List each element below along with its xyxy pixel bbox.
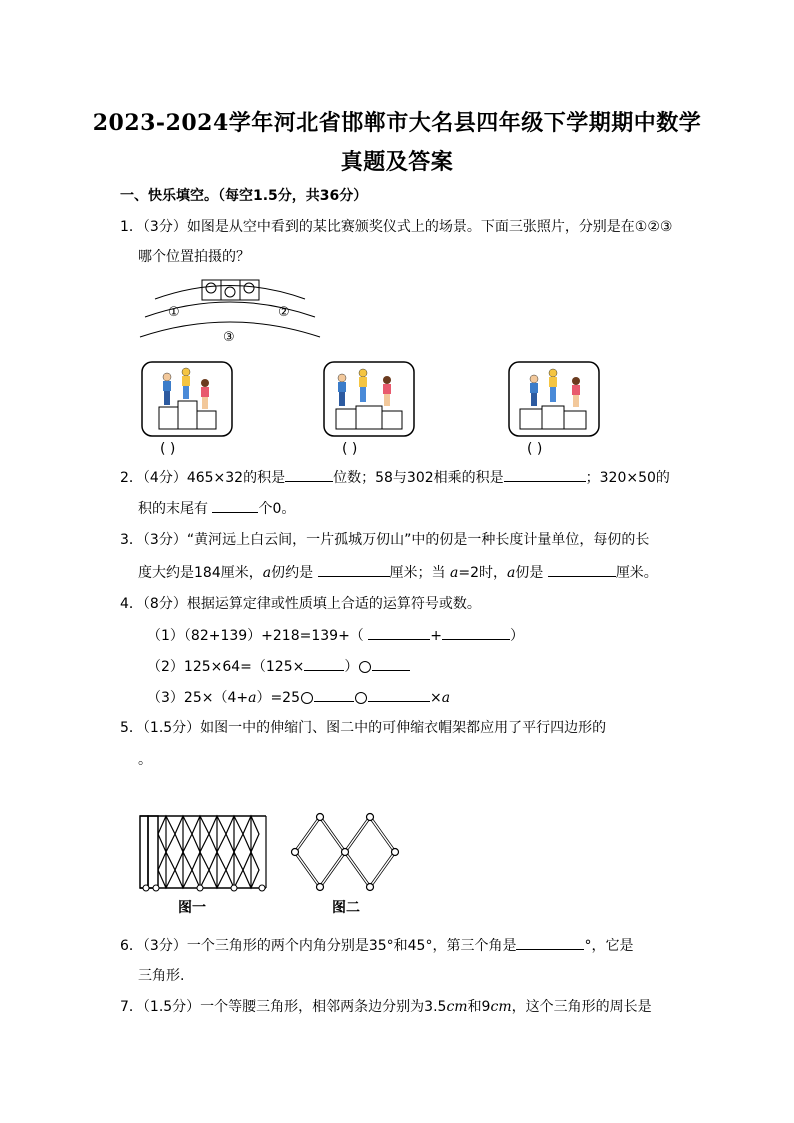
q3-var-a-1: a [262,565,272,581]
q4-plus-sign: + [430,628,442,644]
q4-item-3 [147,687,450,708]
q3-text-d: 厘米；当 [389,565,446,581]
q4-blank-4[interactable] [372,656,410,671]
q3-text-g: 厘米。 [615,565,658,581]
q6-blank-1[interactable] [516,935,584,950]
q6-text-a: 6．（3分）一个三角形的两个内角分别是35°和45°，第三个角是 [120,938,517,954]
q1-text-line2: 哪个位置拍摄的？ [138,249,250,265]
q1-text-line1: 1．（3分）如图是从空中看到的某比赛颁奖仪式上的场景。下面三张照片，分别是在①②③ [120,219,673,235]
q4-item-1-text: （1）（82+139）+218=139+（ [147,628,364,644]
photo-1-answer-paren: ( ) [160,441,176,457]
figure-2-coat-rack [290,812,410,892]
q3-text-e: =2时， [458,565,507,581]
q4-item-3-text-b: ）=25 [256,690,300,706]
q4-stem: 4．（8分）根据运算定律或性质填上合适的运算符号或数。 [120,596,481,612]
q7-text-a: 7．（1.5分）一个等腰三角形，相邻两条边分别为3.5 [120,999,447,1015]
q4-item-3-text-a: （3）25×（4+ [147,690,249,706]
q2-text-c: ；320×50的 [585,470,670,486]
q7-text-c: ，这个三角形的周长是 [511,999,652,1015]
q4-blank-2[interactable] [442,625,510,640]
q3-text-f: 仞是 [515,565,544,581]
q4-blank-3[interactable] [304,656,344,671]
q2-blank-1[interactable] [285,467,333,482]
q7-line1 [120,997,652,1017]
q4-item-2-text: （2）125×64=（125× [147,659,305,675]
podium-top-view-diagram [135,277,335,347]
q6-line1 [120,935,633,956]
q2-line1 [120,467,670,488]
q4-item-2-close: ） [344,659,359,675]
q3-var-a-3: a [507,565,516,581]
q2-text-d: 积的末尾有 [138,501,208,517]
q7-unit-cm-2: cm [490,999,512,1015]
q4-times-sign: × [430,690,442,706]
q3-blank-2[interactable] [548,562,616,577]
operator-circle-icon[interactable] [301,692,313,704]
q4-item-1 [147,625,524,646]
photo-3-box [508,361,600,437]
photo-2-box [323,361,415,437]
q6-line2: 三角形. [138,968,185,984]
q7-unit-cm-1: cm [446,999,468,1015]
q3-text-b: 度大约是184厘米， [138,565,263,581]
q4-blank-5[interactable] [314,687,354,702]
q7-text-b: 和9 [467,999,491,1015]
q4-blank-1[interactable] [368,625,430,640]
q2-blank-3[interactable] [212,498,258,513]
q2-line2 [138,498,295,519]
photo-3-answer-paren: ( ) [527,441,543,457]
position-2-label: ② [278,305,290,320]
figure-2-caption: 图二 [332,900,360,916]
q2-text-e: 个0。 [258,501,296,517]
operator-circle-icon[interactable] [355,692,367,704]
q2-text-b: 位数；58与302相乘的积是 [333,470,504,486]
photo-1-box [141,361,233,437]
q5-line2: 。 [138,752,152,768]
figure-1-expanding-gate [138,812,273,892]
operator-circle-icon[interactable] [359,661,371,673]
q3-var-a-2: a [450,565,459,581]
q3-line1: 3．（3分）“黄河远上白云间，一片孤城万仞山”中的仞是一种长度计量单位，每仞的长 [120,532,650,548]
page-title: 2023-2024学年河北省邯郸市大名县四年级下学期期中数学 [92,110,702,136]
q4-blank-6[interactable] [368,687,430,702]
figure-1-caption: 图一 [178,900,206,916]
q3-blank-1[interactable] [318,562,390,577]
q4-close-paren: ） [510,628,524,644]
q4-var-a-2: a [441,690,451,706]
position-1-label: ① [168,305,180,320]
q4-item-2 [147,656,410,677]
q2-blank-2[interactable] [504,467,586,482]
q3-text-c: 仞约是 [271,565,314,581]
q2-text-a: 2．（4分）465×32的积是 [120,470,286,486]
q6-text-b: °，它是 [584,938,634,954]
q5-line1: 5．（1.5分）如图一中的伸缩门、图二中的可伸缩衣帽架都应用了平行四边形的 [120,720,607,736]
photo-2-answer-paren: ( ) [342,441,358,457]
section-header: 一、快乐填空。（每空1.5分，共36分） [120,188,368,204]
q3-line2 [138,562,658,583]
position-3-label: ③ [223,330,235,345]
page-subtitle: 真题及答案 [340,149,454,175]
q4-var-a-1: a [248,690,257,706]
